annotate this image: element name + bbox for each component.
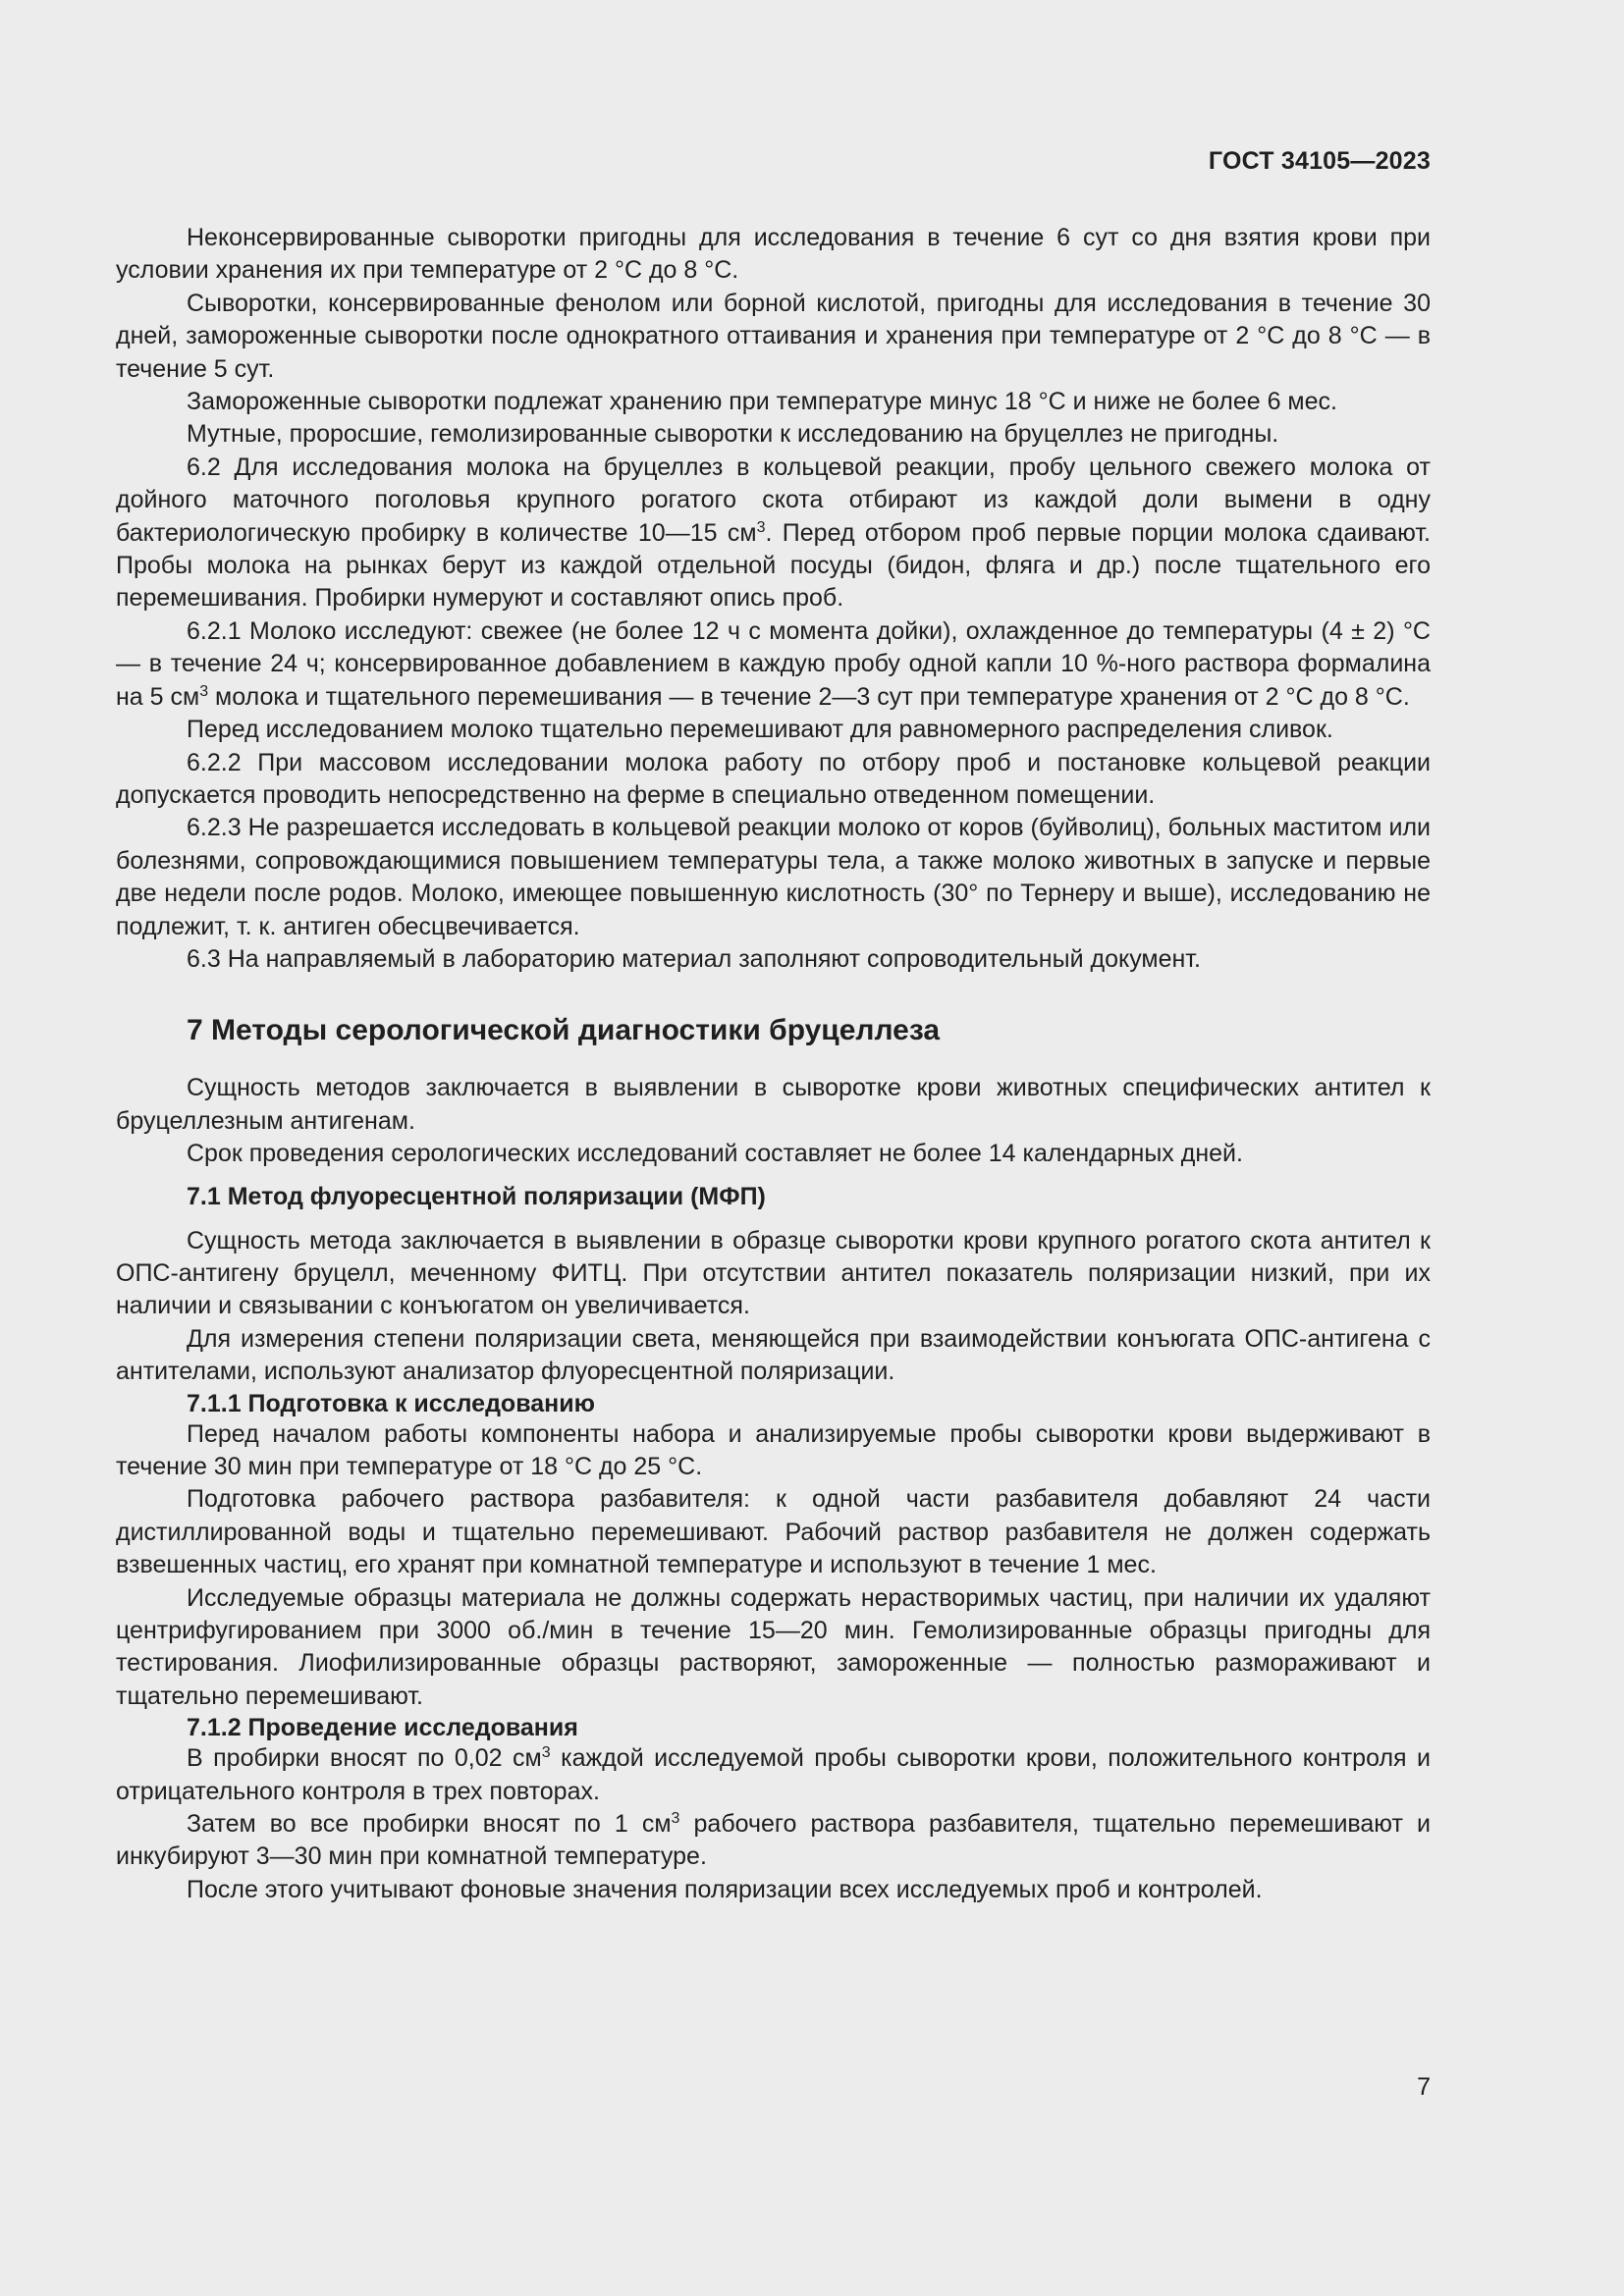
text-run: рабочего раствора разбавителя, тщательно перемешивают и инкубируют 3—30 мин при комнатной температуре. bbox=[116, 1810, 1432, 1871]
paragraph: Для измерения степени поляризации света, меняющейся при взаимодействии конъюгата ОПС-антигена с антителами, используют анализатор флуоресцентной поляризации. bbox=[116, 1324, 1431, 1386]
paragraph bbox=[116, 1808, 1431, 1874]
subsection-heading-7-1: 7.1 Метод флуоресцентной поляризации (МФП) bbox=[187, 1182, 766, 1210]
paragraph-6-2-1 bbox=[116, 615, 1431, 714]
subsubsection-heading-7-1-2: 7.1.2 Проведение исследования bbox=[187, 1714, 578, 1742]
paragraph bbox=[116, 1742, 1431, 1808]
text-run: В пробирки вносят по 0,02 см bbox=[187, 1744, 542, 1773]
document-code-header: ГОСТ 34105—2023 bbox=[1208, 147, 1431, 175]
paragraph: Исследуемые образцы материала не должны содержать нерастворимых частиц, при наличии их удаляют центрифугированием при 3000 об./мин в течение 15—20 мин. Гемолизированные образцы пригодны для тестирования. Лиофилизированные образцы растворяют, замороженные — полностью размораживают и тщательно перемешивают. bbox=[116, 1583, 1431, 1710]
superscript: 3 bbox=[756, 518, 766, 536]
text-run: . Перед отбором проб первые порции молока сдаивают. Пробы молока на рынках берут из каждой отдельной посуды (бидон, фляга и др.) после тщательного его перемешивания. Пробирки нумеруют и составляют опись проб. bbox=[116, 518, 1431, 613]
text-run: молока и тщательного перемешивания — в течение 2—3 сут при температуре хранения от 2 °С до 8 °С. bbox=[208, 682, 1410, 711]
text-run: каждой исследуемой пробы сыворотки крови, положительного контроля и отрицательного контроля в трех повторах. bbox=[116, 1744, 1431, 1805]
document-body bbox=[116, 222, 1431, 1906]
text-run: 6.2.1 Молоко исследуют: свежее (не более 12 ч с момента дойки), охлажденное до температуры (4 ± 2) °С — в течение 24 ч; консервированное добавлением в каждую пробу одной капли 10 %-ного раствора формалина на 5 см bbox=[116, 616, 1431, 711]
superscript: 3 bbox=[671, 1810, 680, 1828]
paragraph-6-2 bbox=[116, 452, 1431, 615]
superscript: 3 bbox=[199, 682, 209, 700]
section-heading-7: 7 Методы серологической диагностики бруцеллеза bbox=[187, 1014, 941, 1047]
subsubsection-heading-7-1-1: 7.1.1 Подготовка к исследованию bbox=[187, 1389, 595, 1417]
paragraph: Сущность метода заключается в выявлении в образце сыворотки крови крупного рогатого скота антител к ОПС-антигену бруцелл, меченному ФИТЦ. При отсутствии антител показатель поляризации низкий, при их наличии и связывании с конъюгатом он увеличивается. bbox=[116, 1226, 1431, 1320]
paragraph: После этого учитывают фоновые значения поляризации всех исследуемых проб и контролей. bbox=[187, 1875, 1263, 1903]
paragraph-6-3: 6.3 На направляемый в лабораторию материал заполняют сопроводительный документ. bbox=[187, 944, 1201, 973]
paragraph: Срок проведения серологических исследований составляет не более 14 календарных дней. bbox=[187, 1140, 1243, 1168]
paragraph: Подготовка рабочего раствора разбавителя: к одной части разбавителя добавляют 24 части дистиллированной воды и тщательно перемешивают. Рабочий раствор разбавителя не должен содержать взвешенных частиц, его хранят при комнатной температуре и используют в течение 1 мес. bbox=[116, 1485, 1431, 1579]
text-run: 6.2 Для исследования молока на бруцеллез в кольцевой реакции, пробу цельного свежего молока от дойного маточного поголовья крупного рогатого скота отбирают из каждой доли вымени в одну бактериологическую пробирку в количестве 10—15 см bbox=[116, 453, 1431, 547]
paragraph: Замороженные сыворотки подлежат хранению при температуре минус 18 °С и ниже не более 6 мес. bbox=[187, 388, 1337, 416]
paragraph: Мутные, проросшие, гемолизированные сыворотки к исследованию на бруцеллез не пригодны. bbox=[187, 420, 1279, 449]
superscript: 3 bbox=[541, 1744, 551, 1762]
paragraph-6-2-3: 6.2.3 Не разрешается исследовать в кольцевой реакции молоко от коров (буйволиц), больных маститом или болезнями, сопровождающимися повышением температуры тела, а также молоко животных в запуске и первые две недели после родов. Молоко, имеющее повышенную кислотность (30° по Тернеру и выше), исследованию не подлежит, т. к. антиген обесцвечивается. bbox=[116, 814, 1431, 940]
paragraph: Неконсервированные сыворотки пригодны для исследования в течение 6 сут со дня взятия крови при условии хранения их при температуре от 2 °С до 8 °С. bbox=[116, 224, 1431, 285]
paragraph-6-2-2: 6.2.2 При массовом исследовании молока работу по отбору проб и постановке кольцевой реакции допускается проводить непосредственно на ферме в специально отведенном помещении. bbox=[116, 748, 1431, 809]
text-run: Затем во все пробирки вносят по 1 см bbox=[187, 1810, 672, 1839]
page-number: 7 bbox=[1417, 2073, 1431, 2101]
paragraph: Сыворотки, консервированные фенолом или борной кислотой, пригодны для исследования в течение 30 дней, замороженные сыворотки после однократного оттаивания и хранения при температуре от 2 °С до 8 °С — в течение 5 сут. bbox=[116, 289, 1431, 383]
paragraph: Перед исследованием молоко тщательно перемешивают для равномерного распределения сливок. bbox=[187, 716, 1333, 744]
paragraph: Сущность методов заключается в выявлении в сыворотке крови животных специфических антител к бруцеллезным антигенам. bbox=[116, 1074, 1431, 1135]
paragraph: Перед началом работы компоненты набора и анализируемые пробы сыворотки крови выдерживают в течение 30 мин при температуре от 18 °С до 25 °С. bbox=[116, 1419, 1431, 1480]
